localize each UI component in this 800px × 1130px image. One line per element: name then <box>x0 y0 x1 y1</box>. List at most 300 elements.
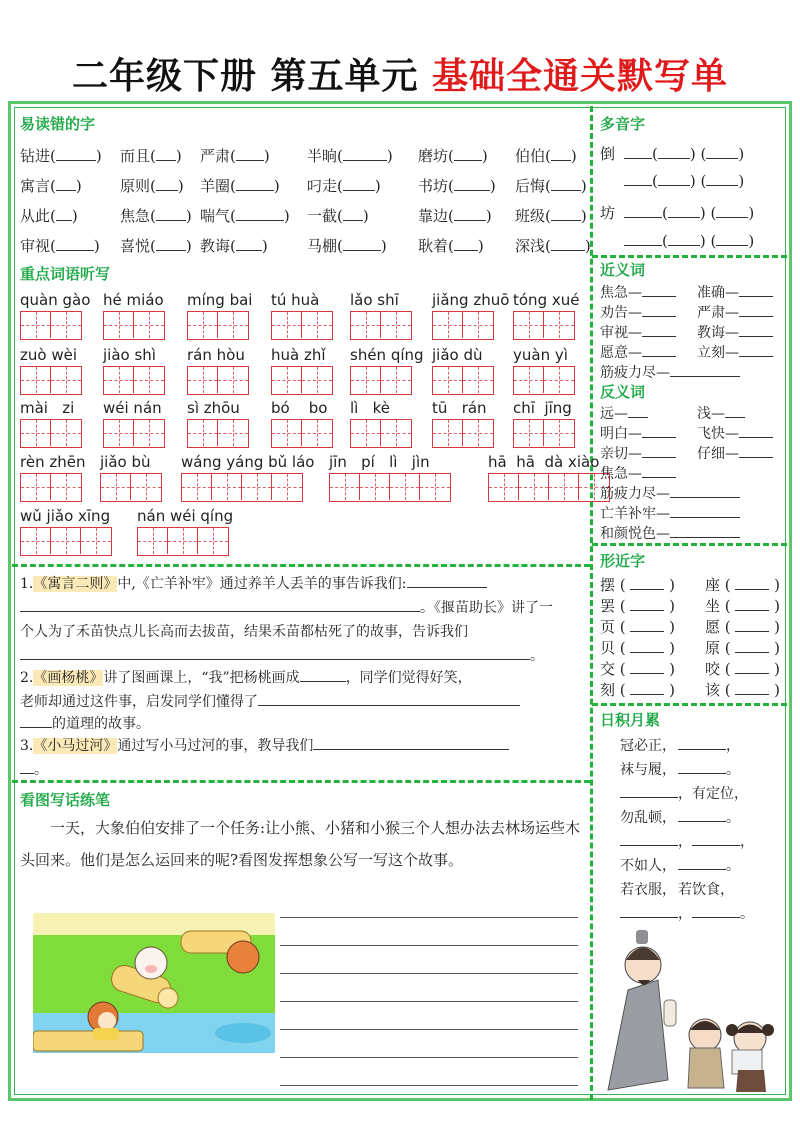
paren: ) <box>380 237 387 255</box>
paren: ) <box>664 681 676 699</box>
paren: ) <box>664 576 676 594</box>
tianzige-grid[interactable] <box>513 419 575 448</box>
pinyin-blank[interactable] <box>624 204 662 218</box>
paren: ( <box>448 237 454 255</box>
paren: ) <box>177 177 184 195</box>
q-text: 老师却通过这件事，启发同学们懂得了 <box>20 694 258 710</box>
word-blank[interactable] <box>630 599 664 611</box>
misread-item <box>200 175 280 196</box>
answer-blank[interactable] <box>628 406 648 418</box>
tianzige-grid[interactable] <box>137 527 229 556</box>
grid-cell[interactable] <box>272 420 302 446</box>
grid-cell[interactable] <box>51 474 81 500</box>
grid-cell[interactable] <box>519 474 549 500</box>
answer-blank[interactable] <box>670 506 740 518</box>
pinyin-label: míng bai <box>187 291 253 309</box>
punct: ， <box>678 786 692 802</box>
writing-line[interactable] <box>280 917 578 918</box>
grid-cell[interactable] <box>198 528 228 554</box>
question-1-line-2 <box>20 597 586 619</box>
grid-cell[interactable] <box>514 420 544 446</box>
grid-cell[interactable] <box>514 312 544 338</box>
grid-cell[interactable] <box>138 528 168 554</box>
grid-cell[interactable] <box>131 474 161 500</box>
paren: ( <box>230 177 236 195</box>
tianzige-grid[interactable] <box>103 311 165 340</box>
misread-item <box>515 145 577 166</box>
verse-blank[interactable] <box>620 834 678 846</box>
tianzige-grid[interactable] <box>271 311 333 340</box>
pinyin-blank[interactable] <box>551 147 571 161</box>
answer-blank[interactable] <box>300 668 346 682</box>
answer-blank[interactable] <box>739 345 773 357</box>
answer-blank[interactable] <box>258 692 520 706</box>
word-blank[interactable] <box>668 232 700 246</box>
char: 原 <box>705 639 721 657</box>
grid-cell[interactable] <box>81 528 111 554</box>
word: 立刻— <box>697 345 739 361</box>
tianzige-grid[interactable] <box>432 419 494 448</box>
verse-blank[interactable] <box>620 906 678 918</box>
word-pair-item <box>600 342 676 362</box>
paren: ( <box>615 618 631 636</box>
grid-cell[interactable] <box>218 420 248 446</box>
word: 靠边 <box>418 207 449 225</box>
word: 严肃 <box>200 147 231 165</box>
tianzige-grid[interactable] <box>350 366 412 395</box>
paren: ( <box>337 237 343 255</box>
pinyin-blank[interactable] <box>624 172 652 186</box>
tianzige-grid[interactable] <box>103 419 165 448</box>
similar-char-item <box>705 574 780 595</box>
grid-cell[interactable] <box>544 312 574 338</box>
verse-blank[interactable] <box>678 738 726 750</box>
word: 远— <box>600 406 628 422</box>
answer-blank[interactable] <box>20 598 420 612</box>
word: 伯伯 <box>515 147 546 165</box>
grid-cell[interactable] <box>463 420 493 446</box>
answer-blank[interactable] <box>670 486 740 498</box>
paren: ( <box>150 207 156 225</box>
grid-cell[interactable] <box>381 367 411 393</box>
paren: ) <box>362 207 369 225</box>
grid-cell[interactable] <box>134 420 164 446</box>
polyphone-char: 倒 <box>600 145 616 163</box>
word-blank[interactable] <box>735 641 769 653</box>
q-text: 。 <box>530 648 544 664</box>
misread-item <box>20 205 78 226</box>
answer-blank[interactable] <box>642 325 676 337</box>
writing-line[interactable] <box>280 1001 578 1002</box>
verse-blank[interactable] <box>692 834 740 846</box>
grid-cell[interactable] <box>514 367 544 393</box>
question-2-line-2 <box>20 691 590 713</box>
pinyin-blank[interactable] <box>156 147 176 161</box>
grid-cell[interactable] <box>51 367 81 393</box>
grid-cell[interactable] <box>272 367 302 393</box>
answer-blank[interactable] <box>20 760 34 774</box>
tianzige-grid[interactable] <box>513 366 575 395</box>
word: 书坊 <box>418 177 449 195</box>
answer-blank[interactable] <box>642 345 676 357</box>
section-title: 近义词 <box>600 261 646 279</box>
writing-line[interactable] <box>280 1057 578 1058</box>
word: 班级 <box>515 207 546 225</box>
paren: ( <box>545 207 551 225</box>
pinyin-label: lǎo shī <box>350 291 399 309</box>
word: 劝告— <box>600 305 642 321</box>
paren: ( <box>615 681 631 699</box>
verse-text: 若饮食， <box>678 882 734 898</box>
verse-text: 冠必正， <box>620 738 676 754</box>
paren: ( <box>615 597 631 615</box>
answer-blank[interactable] <box>670 365 740 377</box>
grid-cell[interactable] <box>351 367 381 393</box>
pinyin-blank[interactable] <box>343 177 375 191</box>
pinyin-label: bó bo <box>271 399 328 417</box>
grid-cell[interactable] <box>168 528 198 554</box>
paren: ) <box>769 618 781 636</box>
tianzige-grid[interactable] <box>350 419 412 448</box>
paren: ) <box>185 237 192 255</box>
pinyin-label: chī jīng <box>513 399 572 417</box>
paren: ) <box>664 639 676 657</box>
grid-cell[interactable] <box>134 312 164 338</box>
word-pair-item <box>697 302 773 322</box>
answer-blank[interactable] <box>642 426 676 438</box>
pinyin-label: jiào shì <box>103 346 156 364</box>
title-subject: 基础全通关默写单 <box>432 55 729 97</box>
q-text: 通过写小马过河的事，教导我们 <box>117 738 314 754</box>
verse-blank[interactable] <box>678 858 726 870</box>
tianzige-grid[interactable] <box>187 311 249 340</box>
punct: ， <box>726 738 740 754</box>
grid-cell[interactable] <box>272 474 302 500</box>
word: 审视— <box>600 325 642 341</box>
answer-blank[interactable] <box>725 406 745 418</box>
paren: ( <box>720 597 736 615</box>
answer-blank[interactable] <box>739 446 773 458</box>
tianzige-grid[interactable] <box>350 311 412 340</box>
section-title: 反义词 <box>600 383 646 401</box>
word-blank[interactable] <box>716 232 748 246</box>
answer-blank[interactable] <box>313 736 509 750</box>
word-blank[interactable] <box>630 662 664 674</box>
grid-cell[interactable] <box>51 420 81 446</box>
grid-cell[interactable] <box>212 474 242 500</box>
divider-right-1 <box>592 255 787 258</box>
grid-cell[interactable] <box>101 474 131 500</box>
grid-cell[interactable] <box>21 312 51 338</box>
writing-line[interactable] <box>280 1085 578 1086</box>
answer-blank[interactable] <box>739 325 773 337</box>
word: 后悔 <box>515 177 546 195</box>
misread-item <box>418 205 492 226</box>
title-grade: 二年级下册 第五单元 <box>71 55 433 97</box>
paren: ) <box>283 207 290 225</box>
paren: ) <box>485 207 492 225</box>
word-pair-item <box>600 503 740 523</box>
paren: ) <box>477 237 484 255</box>
answer-blank[interactable] <box>642 285 676 297</box>
paren: ( <box>337 207 343 225</box>
grid-cell[interactable] <box>360 474 390 500</box>
answer-blank[interactable] <box>20 714 52 728</box>
tianzige-grid[interactable] <box>20 473 82 502</box>
paren: ( <box>150 147 156 165</box>
grid-cell[interactable] <box>544 367 574 393</box>
paren: ( <box>337 147 343 165</box>
pinyin-blank[interactable] <box>624 145 652 159</box>
word-pair-item <box>600 483 740 503</box>
grid-cell[interactable] <box>218 367 248 393</box>
tianzige-grid[interactable] <box>20 366 82 395</box>
grid-cell[interactable] <box>390 474 420 500</box>
word-blank[interactable] <box>658 172 690 186</box>
word-blank[interactable] <box>658 145 690 159</box>
verse-blank[interactable] <box>678 810 726 822</box>
recite-line <box>620 831 754 851</box>
grid-cell[interactable] <box>188 367 218 393</box>
grid-cell[interactable] <box>21 474 51 500</box>
pinyin-blank[interactable] <box>343 237 381 251</box>
grid-cell[interactable] <box>182 474 212 500</box>
pinyin-label: sì zhōu <box>187 399 240 417</box>
grid-cell[interactable] <box>463 367 493 393</box>
grid-cell[interactable] <box>433 367 463 393</box>
word: 飞快— <box>697 426 739 442</box>
paren: ) <box>769 639 781 657</box>
teacher-students-illustration <box>598 930 786 1095</box>
grid-cell[interactable] <box>489 474 519 500</box>
answer-blank[interactable] <box>739 305 773 317</box>
tianzige-grid[interactable] <box>432 311 494 340</box>
pinyin-blank[interactable] <box>56 207 72 221</box>
tianzige-grid[interactable] <box>271 366 333 395</box>
grid-cell[interactable] <box>188 420 218 446</box>
pinyin-label: zuò wèi <box>20 346 77 364</box>
grid-cell[interactable] <box>302 420 332 446</box>
answer-blank[interactable] <box>739 285 773 297</box>
grid-cell[interactable] <box>420 474 450 500</box>
verse-blank[interactable] <box>678 762 726 774</box>
grid-cell[interactable] <box>549 474 579 500</box>
grid-cell[interactable] <box>104 312 134 338</box>
grid-cell[interactable] <box>381 312 411 338</box>
tianzige-grid[interactable] <box>513 311 575 340</box>
word-blank[interactable] <box>735 662 769 674</box>
paren: ( <box>615 576 631 594</box>
grid-cell[interactable] <box>134 367 164 393</box>
pinyin-blank[interactable] <box>156 207 186 221</box>
pinyin-blank[interactable] <box>236 207 284 221</box>
q-text: 讲了图画课上，“我”把杨桃画成 <box>103 670 300 686</box>
pinyin-blank[interactable] <box>624 232 662 246</box>
story-illustration <box>33 913 275 1058</box>
grid-cell[interactable] <box>272 312 302 338</box>
grid-cell[interactable] <box>351 420 381 446</box>
pinyin-label: jīn pí lì jìn <box>329 453 430 471</box>
char: 座 <box>705 576 721 594</box>
grid-cell[interactable] <box>188 312 218 338</box>
answer-blank[interactable] <box>407 574 487 588</box>
similar-char-item <box>600 658 675 679</box>
answer-blank[interactable] <box>642 446 676 458</box>
writing-line[interactable] <box>280 1029 578 1030</box>
tianzige-grid[interactable] <box>20 311 82 340</box>
paren: ( <box>662 232 668 250</box>
grid-cell[interactable] <box>218 312 248 338</box>
tianzige-grid[interactable] <box>20 527 112 556</box>
pinyin-blank[interactable] <box>551 177 581 191</box>
punct: 。 <box>740 906 754 922</box>
grid-cell[interactable] <box>433 420 463 446</box>
answer-blank[interactable] <box>642 466 676 478</box>
word: 深浅 <box>515 237 546 255</box>
verse-blank[interactable] <box>692 906 740 918</box>
answer-blank[interactable] <box>670 526 740 538</box>
tianzige-grid[interactable] <box>488 473 610 502</box>
word-blank[interactable] <box>735 683 769 695</box>
paren: ( <box>150 237 156 255</box>
pinyin-blank[interactable] <box>454 177 490 191</box>
tianzige-grid[interactable] <box>329 473 451 502</box>
grid-cell[interactable] <box>21 367 51 393</box>
writing-line[interactable] <box>280 973 578 974</box>
word-blank[interactable] <box>630 641 664 653</box>
tianzige-grid[interactable] <box>432 366 494 395</box>
paren: ( <box>230 147 236 165</box>
pinyin-blank[interactable] <box>236 147 264 161</box>
punct: ， <box>678 906 692 922</box>
tianzige-grid[interactable] <box>100 473 162 502</box>
grid-cell[interactable] <box>21 420 51 446</box>
word-pair-item <box>697 423 773 443</box>
grid-cell[interactable] <box>302 367 332 393</box>
word: 磨坊 <box>418 147 449 165</box>
pinyin-blank[interactable] <box>454 207 486 221</box>
word-blank[interactable] <box>630 578 664 590</box>
grid-cell[interactable] <box>104 420 134 446</box>
word-pair-item <box>697 403 745 423</box>
pinyin-blank[interactable] <box>236 177 274 191</box>
question-1-line-4 <box>20 645 586 667</box>
misread-item <box>418 235 484 256</box>
word-pair-item <box>600 322 676 342</box>
paren: ) <box>738 172 745 190</box>
paren: ) ( <box>699 204 717 222</box>
misread-item <box>418 175 496 196</box>
pinyin-blank[interactable] <box>56 147 96 161</box>
pinyin-blank[interactable] <box>156 177 178 191</box>
tianzige-grid[interactable] <box>187 366 249 395</box>
tianzige-grid[interactable] <box>103 366 165 395</box>
word-blank[interactable] <box>706 172 738 186</box>
grid-cell[interactable] <box>351 312 381 338</box>
grid-cell[interactable] <box>302 312 332 338</box>
answer-blank[interactable] <box>739 426 773 438</box>
q-text: 的道理的故事。 <box>52 716 150 732</box>
pinyin-blank[interactable] <box>454 147 482 161</box>
grid-cell[interactable] <box>242 474 272 500</box>
word-blank[interactable] <box>735 599 769 611</box>
pinyin-blank[interactable] <box>343 147 387 161</box>
paren: ( <box>615 660 631 678</box>
tianzige-grid[interactable] <box>271 419 333 448</box>
word-blank[interactable] <box>735 578 769 590</box>
recite-line <box>620 855 740 875</box>
answer-blank[interactable] <box>642 305 676 317</box>
writing-line[interactable] <box>280 945 578 946</box>
word-blank[interactable] <box>716 204 748 218</box>
pinyin-label: jiǎng zhuō <box>432 291 510 309</box>
grid-cell[interactable] <box>330 474 360 500</box>
verse-blank[interactable] <box>620 786 678 798</box>
word-pair-item <box>697 282 773 302</box>
pinyin-blank[interactable] <box>236 237 262 251</box>
grid-cell[interactable] <box>381 420 411 446</box>
grid-cell[interactable] <box>463 312 493 338</box>
word: 喘气 <box>200 207 231 225</box>
word-blank[interactable] <box>668 204 700 218</box>
word-pair-item <box>600 463 676 483</box>
word-blank[interactable] <box>735 620 769 632</box>
word-blank[interactable] <box>630 620 664 632</box>
verse-text: 有定位， <box>692 786 748 802</box>
grid-cell[interactable] <box>433 312 463 338</box>
tianzige-grid[interactable] <box>20 419 82 448</box>
answer-blank[interactable] <box>20 646 530 660</box>
section-title: 形近字 <box>600 552 646 570</box>
misread-item <box>120 145 182 166</box>
misread-item <box>307 175 381 196</box>
tianzige-grid[interactable] <box>181 473 303 502</box>
pinyin-blank[interactable] <box>56 177 76 191</box>
q-number: 3. <box>20 738 34 754</box>
char: 页 <box>600 618 616 636</box>
similar-char-item <box>600 616 675 637</box>
q-number: 2. <box>20 670 34 686</box>
pinyin-blank[interactable] <box>551 237 585 251</box>
grid-cell[interactable] <box>21 528 51 554</box>
pinyin-blank[interactable] <box>56 237 94 251</box>
pinyin-blank[interactable] <box>454 237 478 251</box>
grid-cell[interactable] <box>51 528 81 554</box>
grid-cell[interactable] <box>544 420 574 446</box>
pinyin-blank[interactable] <box>551 207 581 221</box>
paren: ) <box>664 660 676 678</box>
word: 准确— <box>697 285 739 301</box>
word-blank[interactable] <box>706 145 738 159</box>
question-2-line-3 <box>20 713 590 735</box>
paren: ) <box>75 177 82 195</box>
paren: ( <box>50 207 56 225</box>
punct: ， <box>678 834 692 850</box>
pinyin-blank[interactable] <box>156 237 186 251</box>
grid-cell[interactable] <box>104 367 134 393</box>
misread-item <box>418 145 488 166</box>
pinyin-label: wǔ jiǎo xīng <box>20 507 111 525</box>
word-blank[interactable] <box>630 683 664 695</box>
tianzige-grid[interactable] <box>187 419 249 448</box>
q-text: ，同学们觉得好笑， <box>345 670 472 686</box>
paren: ) <box>748 232 755 250</box>
pinyin-blank[interactable] <box>343 207 363 221</box>
grid-cell[interactable] <box>51 312 81 338</box>
question-1-line-1 <box>20 573 586 595</box>
paren: ( <box>50 177 56 195</box>
similar-char-item <box>705 616 780 637</box>
